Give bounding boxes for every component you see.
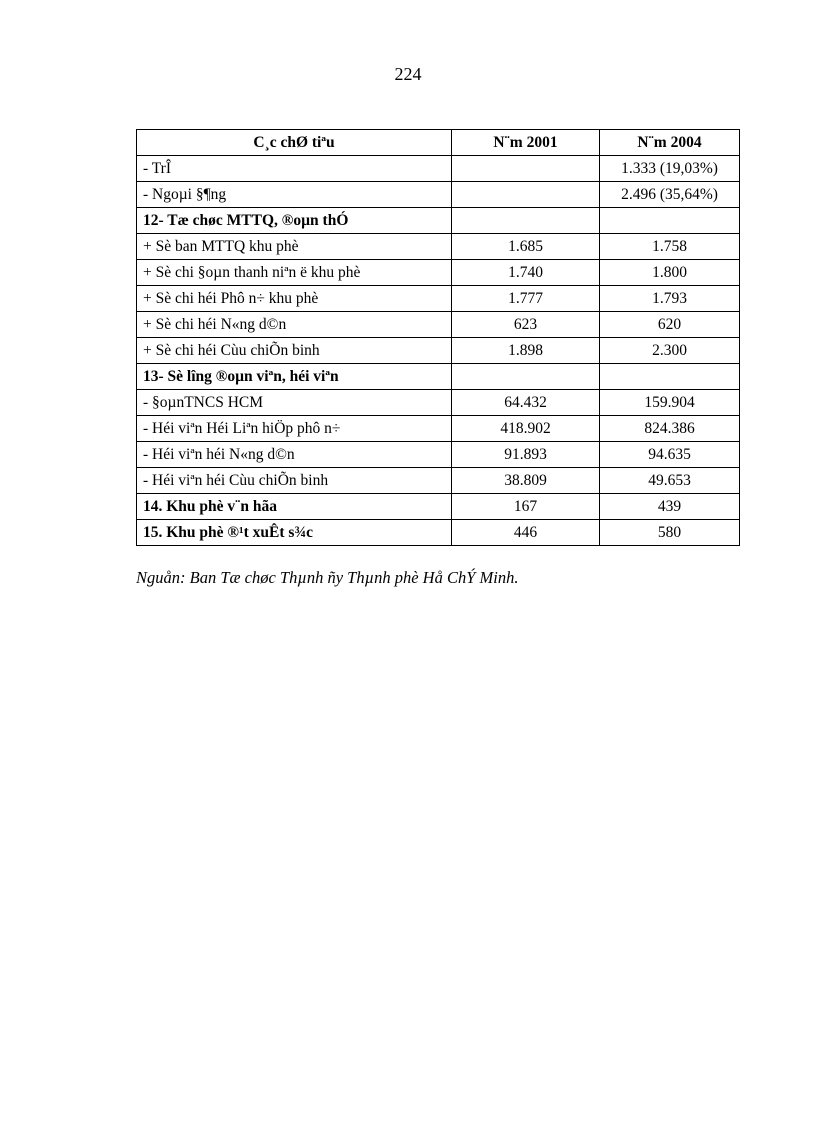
row-value-2001	[452, 156, 600, 182]
table-header-row	[137, 130, 740, 156]
row-label: - Héi viªn héi N«ng d©n	[137, 442, 452, 468]
row-label: - Héi viªn Héi Liªn hiÖp phô n÷	[137, 416, 452, 442]
row-value-2001: 38.809	[452, 468, 600, 494]
row-label: - §oµnTNCS HCM	[137, 390, 452, 416]
row-value-2001: 1.898	[452, 338, 600, 364]
row-value-2001: 91.893	[452, 442, 600, 468]
row-label: 14. Khu phè v¨n hãa	[137, 494, 452, 520]
table-row	[137, 208, 740, 234]
table-row	[137, 260, 740, 286]
row-label: + Sè chi héi Phô n÷ khu phè	[137, 286, 452, 312]
table-row	[137, 156, 740, 182]
row-value-2004: 824.386	[600, 416, 740, 442]
row-value-2004: 1.758	[600, 234, 740, 260]
row-value-2001: 1.777	[452, 286, 600, 312]
row-value-2004: 439	[600, 494, 740, 520]
row-value-2001: 446	[452, 520, 600, 546]
row-value-2004: 580	[600, 520, 740, 546]
row-value-2001: 64.432	[452, 390, 600, 416]
row-value-2004: 1.800	[600, 260, 740, 286]
table-row	[137, 364, 740, 390]
row-value-2001: 623	[452, 312, 600, 338]
row-label: 13- Sè lîng ®oµn viªn, héi viªn	[137, 364, 452, 390]
table-row	[137, 416, 740, 442]
row-value-2004: 1.333 (19,03%)	[600, 156, 740, 182]
header-indicators: C¸c chØ tiªu	[137, 130, 452, 156]
row-label: 12- Tæ chøc MTTQ, ®oµn thÓ	[137, 208, 452, 234]
table-row	[137, 234, 740, 260]
table-row	[137, 312, 740, 338]
row-value-2001: 418.902	[452, 416, 600, 442]
row-label: - Héi viªn héi Cùu chiÕn binh	[137, 468, 452, 494]
row-label: + Sè chi héi Cùu chiÕn binh	[137, 338, 452, 364]
header-year-2001: N¨m 2001	[452, 130, 600, 156]
table-row	[137, 494, 740, 520]
row-value-2004	[600, 208, 740, 234]
row-label: 15. Khu phè ®¹t xuÊt s¾c	[137, 520, 452, 546]
row-value-2001	[452, 208, 600, 234]
row-value-2004: 49.653	[600, 468, 740, 494]
row-value-2004	[600, 364, 740, 390]
row-value-2004: 159.904	[600, 390, 740, 416]
page-number: 224	[394, 64, 422, 84]
table-row	[137, 468, 740, 494]
source-note: Nguån: Ban Tæ chøc Thµnh ñy Thµnh phè Hå ChÝ Minh.	[136, 568, 519, 587]
row-label: + Sè chi héi N«ng d©n	[137, 312, 452, 338]
row-value-2004: 2.300	[600, 338, 740, 364]
row-value-2004: 620	[600, 312, 740, 338]
row-value-2001	[452, 364, 600, 390]
row-label: + Sè chi §oµn thanh niªn ë khu phè	[137, 260, 452, 286]
row-label: - TrÎ	[137, 156, 452, 182]
table-row	[137, 520, 740, 546]
table-row	[137, 390, 740, 416]
table-row	[137, 286, 740, 312]
table-body	[137, 156, 740, 546]
statistics-table	[136, 129, 740, 546]
table-row	[137, 442, 740, 468]
row-value-2004: 2.496 (35,64%)	[600, 182, 740, 208]
row-value-2001: 1.685	[452, 234, 600, 260]
row-value-2001	[452, 182, 600, 208]
table-row	[137, 338, 740, 364]
row-label: + Sè ban MTTQ khu phè	[137, 234, 452, 260]
row-value-2004: 1.793	[600, 286, 740, 312]
row-value-2001: 167	[452, 494, 600, 520]
header-year-2004: N¨m 2004	[600, 130, 740, 156]
row-value-2001: 1.740	[452, 260, 600, 286]
row-value-2004: 94.635	[600, 442, 740, 468]
table-row	[137, 182, 740, 208]
row-label: - Ngoµi §¶ng	[137, 182, 452, 208]
